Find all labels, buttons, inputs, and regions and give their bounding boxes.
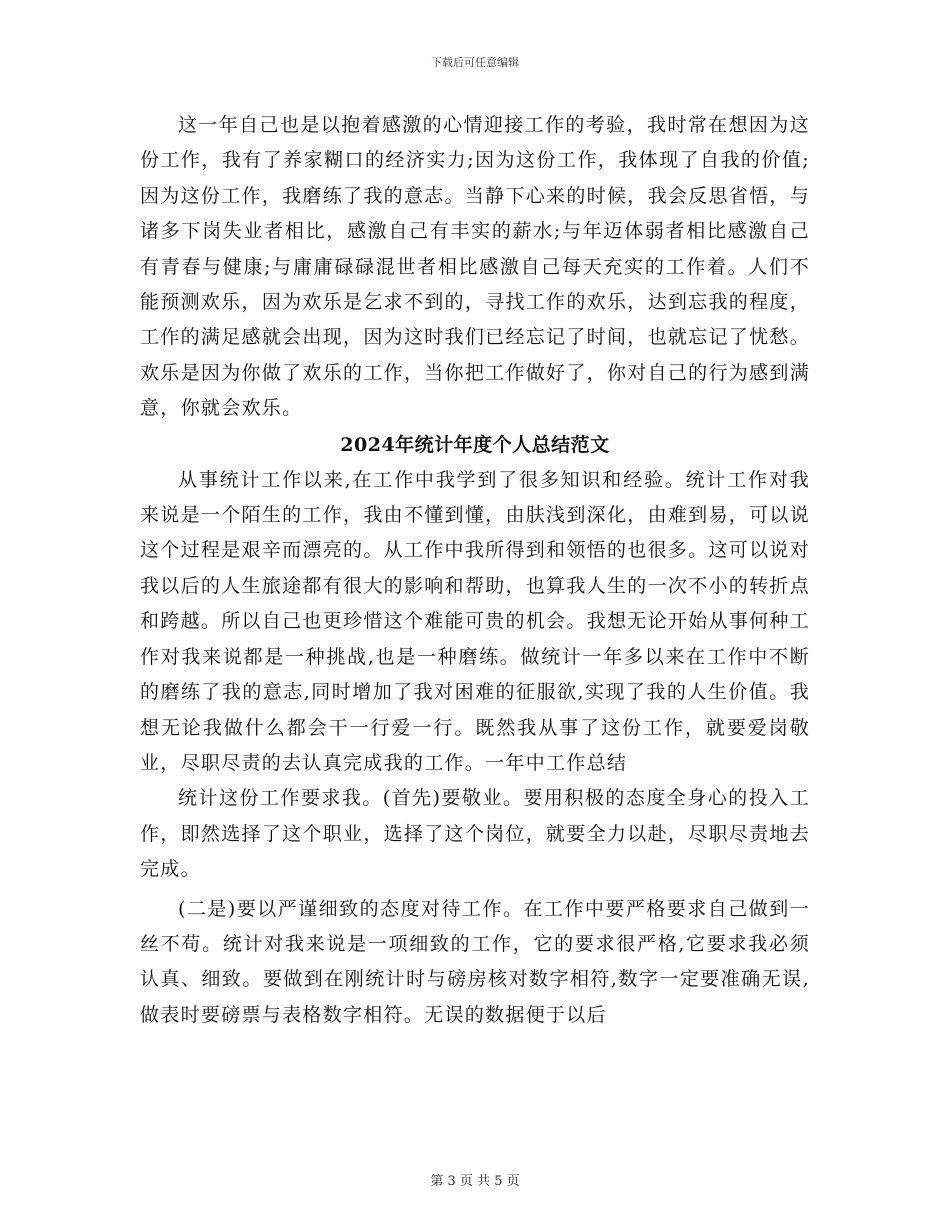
paragraph-gratitude: 这一年自己也是以抱着感激的心情迎接工作的考验，我时常在想因为这份工作，我有了养家糊口的经济实力;因为这份工作，我体现了自我的价值;因为这份工作，我磨练了我的意志。当静下心来的时候，我会反思省悟，与诸多下岗失业者相比，感激自己有丰实的薪水;与年迈体弱者相比感激自己有青春与健康;与庸庸碌碌混世者相比感激自己每天充实的工作着。人们不能预测欢乐，因为欢乐是乞求不到的，寻找工作的欢乐，达到忘我的程度，工作的满足感就会出现，因为这时我们已经忘记了时间，也就忘记了忧愁。欢乐是因为你做了欢乐的工作，当你把工作做好了，你对自己的行为感到满意，你就会欢乐。 — [140, 114, 810, 420]
paragraph-requirement-first: 统计这份工作要求我。(首先)要敬业。要用积极的态度全身心的投入工作，即然选择了这个职业，选择了这个岗位，就要全力以赴，尽职尽责地去完成。 — [140, 787, 810, 881]
section-title: 2024年统计年度个人总结范文 — [340, 433, 610, 456]
page-header-note: 下载后可任意编辑 — [431, 56, 519, 69]
paragraph-experience: 从事统计工作以来,在工作中我学到了很多知识和经验。统计工作对我来说是一个陌生的工作，我由不懂到懂，由肤浅到深化，由难到易，可以说这个过程是艰辛而漂亮的。从工作中我所得到和领悟的也很多。这可以说对我以后的人生旅途都有很大的影响和帮助，也算我人生的一次不小的转折点和跨越。所以自己也更珍惜这个难能可贵的机会。我想无论开始从事何种工作对我来说都是一种挑战,也是一种磨练。做统计一年多以来在工作中不断的磨练了我的意志,同时增加了我对困难的征服欲,实现了我的人生价值。我想无论我做什么都会干一行爱一行。既然我从事了这份工作，就要爱岗敬业，尽职尽责的去认真完成我的工作。一年中工作总结 — [140, 468, 810, 774]
document-body — [140, 108, 810, 1033]
paragraph-requirement-second: (二是)要以严谨细致的态度对待工作。在工作中要严格要求自己做到一丝不苟。统计对我来说是一项细致的工作，它的要求很严格,它要求我必须认真、细致。要做到在刚统计时与磅房核对数字相符,数字一定要准确无误,做表时要磅票与表格数字相符。无误的数据便于以后 — [140, 897, 810, 1026]
page-number: 第 3 页 共 5 页 — [430, 1174, 520, 1189]
